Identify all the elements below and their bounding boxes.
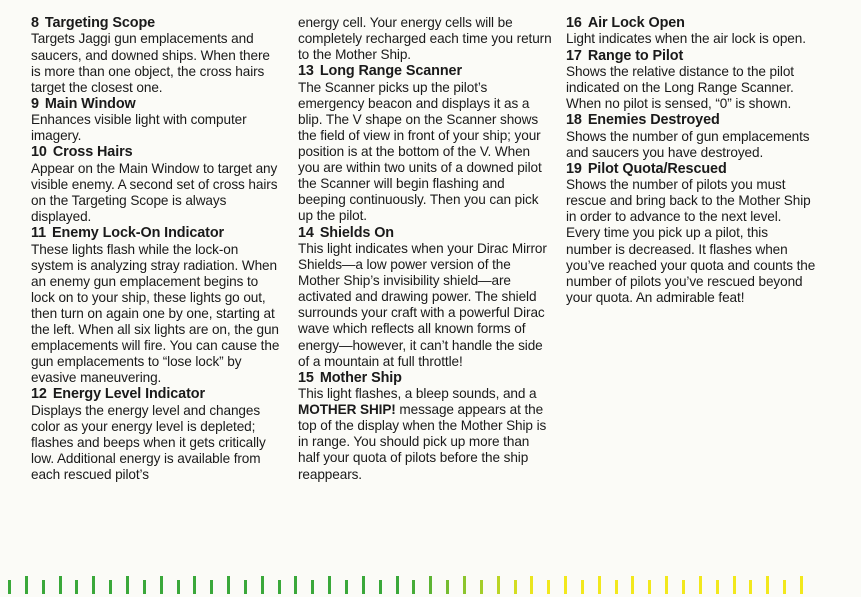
entry-mother-ship [298, 370, 553, 483]
tick-mark [261, 576, 264, 594]
tick-mark [514, 580, 517, 594]
entry-long-range-scanner [298, 63, 553, 224]
tick-mark [429, 576, 432, 594]
tick-mark [716, 580, 719, 594]
tick-mark [328, 576, 331, 594]
entry-air-lock-open [566, 15, 816, 48]
tick-mark [160, 576, 163, 594]
tick-mark [278, 580, 281, 594]
entry-pilot-quota-rescued [566, 161, 816, 306]
entry-heading: 8 Targeting Scope [31, 15, 156, 31]
tick-mark [497, 576, 500, 594]
entry-heading: 14 Shields On [298, 224, 394, 241]
tick-mark [800, 576, 803, 594]
entry-main-window [31, 96, 281, 145]
tick-mark [379, 580, 382, 594]
tick-mark [446, 580, 449, 594]
tick-mark [699, 576, 702, 594]
entry-text: Shows the relative distance to the pilot indicated on the Long Range Scanner. When no pilot is sensed, “0” is shown. [566, 63, 794, 112]
entry-text: This light indicates when your Dirac Mirror Shields—a low power version of the Mother Ship’s invisibility shield—are activated and drawing power. The shield surrounds your craft with a powerful Dirac wave which reflects all known forms of energy—however, it can’t handle the side of a mountain at full throttle! [298, 240, 547, 369]
entry-text: Appear on the Main Window to target any visible enemy. A second set of cross hairs on the Targeting Scope is always displayed. [31, 160, 278, 225]
entry-text: These lights flash while the lock-on system is analyzing stray radiation. When an enemy gun emplacement begins to lock on to your ship, these lights go out, then turn on again one by one, starting at the left. When all six lights are on, the gun emplacements will fire. You can cause the gun emplacements to “lose lock” by evasive maneuvering. [31, 241, 280, 386]
tick-mark [75, 580, 78, 594]
tick-mark [311, 580, 314, 594]
tick-mark [547, 580, 550, 594]
tick-mark [463, 576, 466, 594]
entry-text: Shows the number of pilots you must rescue and bring back to the Mother Ship in order to advance to the next level. Every time you pick up a pilot, this number is decreased. It flashes when you’ve reached your quota and counts the number of pilots you’ve rescued beyond your quota. An admirable feat! [566, 177, 816, 305]
tick-mark [615, 580, 618, 594]
entry-enemy-lock-on-indicator [31, 225, 281, 386]
tick-mark [244, 580, 247, 594]
tick-mark [143, 580, 146, 594]
column-2 [298, 15, 553, 483]
tick-mark [362, 576, 365, 594]
entry-text: energy cell. Your energy cells will be completely recharged each time you return to the Mother Ship. [298, 15, 552, 63]
tick-mark [126, 576, 129, 594]
tick-mark [59, 576, 62, 594]
tick-mark [193, 576, 196, 594]
entry-heading: 12 Energy Level Indicator [31, 386, 205, 403]
entry-text: Displays the energy level and changes color as your energy level is depleted; flashes and beeps when it gets critically low. Additional energy is available from each rescued pilot’s [31, 402, 266, 483]
entry-heading: 16 Air Lock Open [566, 15, 685, 31]
entry-heading: 13 Long Range Scanner [298, 63, 462, 80]
tick-mark [783, 580, 786, 594]
entry-energy-continued [298, 15, 553, 63]
tick-mark [92, 576, 95, 594]
entry-text: Shows the number of gun emplacements and saucers you have destroyed. [566, 128, 810, 160]
entry-targeting-scope [31, 15, 281, 96]
entry-text: The Scanner picks up the pilot’s emergency beacon and displays it as a blip. The V shape on the Scanner shows the field of view in front of your ship; your position is at the bottom of the V. When you are within two units of a downed pilot the Scanner will begin flashing and beeping continuously. Then you can pick up the pilot. [298, 79, 542, 224]
entry-cross-hairs [31, 144, 281, 225]
tick-mark [25, 576, 28, 594]
mother-ship-message: MOTHER SHIP! [298, 402, 396, 418]
entry-heading: 10 Cross Hairs [31, 144, 133, 161]
entry-heading: 15 Mother Ship [298, 369, 402, 386]
tick-mark [564, 576, 567, 594]
entry-text: Enhances visible light with computer imagery. [31, 112, 247, 144]
tick-mark [598, 576, 601, 594]
entry-heading: 18 Enemies Destroyed [566, 112, 720, 129]
entry-heading: 11 Enemy Lock-On Indicator [31, 225, 225, 242]
entry-energy-level-indicator [31, 386, 281, 483]
column-3 [566, 15, 816, 306]
entry-text: This light flashes, a bleep sounds, and a MOTHER SHIP! message appears at the top of the display when the Mother Ship is in range. You should pick up more than half your quota of pilots before the ship reappears. [298, 386, 547, 482]
decorative-tick-strip [0, 572, 861, 594]
tick-mark [294, 576, 297, 594]
tick-mark [631, 576, 634, 594]
tick-mark [766, 576, 769, 594]
tick-mark [733, 576, 736, 594]
tick-mark [412, 580, 415, 594]
entry-text: Light indicates when the air lock is open. [566, 31, 806, 47]
tick-mark [396, 576, 399, 594]
tick-mark [530, 576, 533, 594]
tick-mark [8, 580, 11, 594]
tick-mark [749, 580, 752, 594]
tick-mark [227, 576, 230, 594]
entry-heading: 9 Main Window [31, 95, 136, 112]
tick-mark [648, 580, 651, 594]
tick-mark [665, 576, 668, 594]
entry-text: Targets Jaggi gun emplacements and saucers, and downed ships. When there is more than one object, the cross hairs target the closest one. [31, 31, 270, 95]
entry-heading: 17 Range to Pilot [566, 47, 684, 64]
tick-mark [682, 580, 685, 594]
entry-shields-on [298, 225, 553, 370]
tick-mark [581, 580, 584, 594]
tick-mark [109, 580, 112, 594]
column-1 [31, 15, 281, 483]
tick-mark [345, 580, 348, 594]
entry-range-to-pilot [566, 48, 816, 113]
entry-enemies-destroyed [566, 112, 816, 161]
tick-mark [210, 580, 213, 594]
tick-mark [42, 580, 45, 594]
entry-heading: 19 Pilot Quota/Rescued [566, 160, 727, 177]
tick-mark [480, 580, 483, 594]
tick-mark [177, 580, 180, 594]
